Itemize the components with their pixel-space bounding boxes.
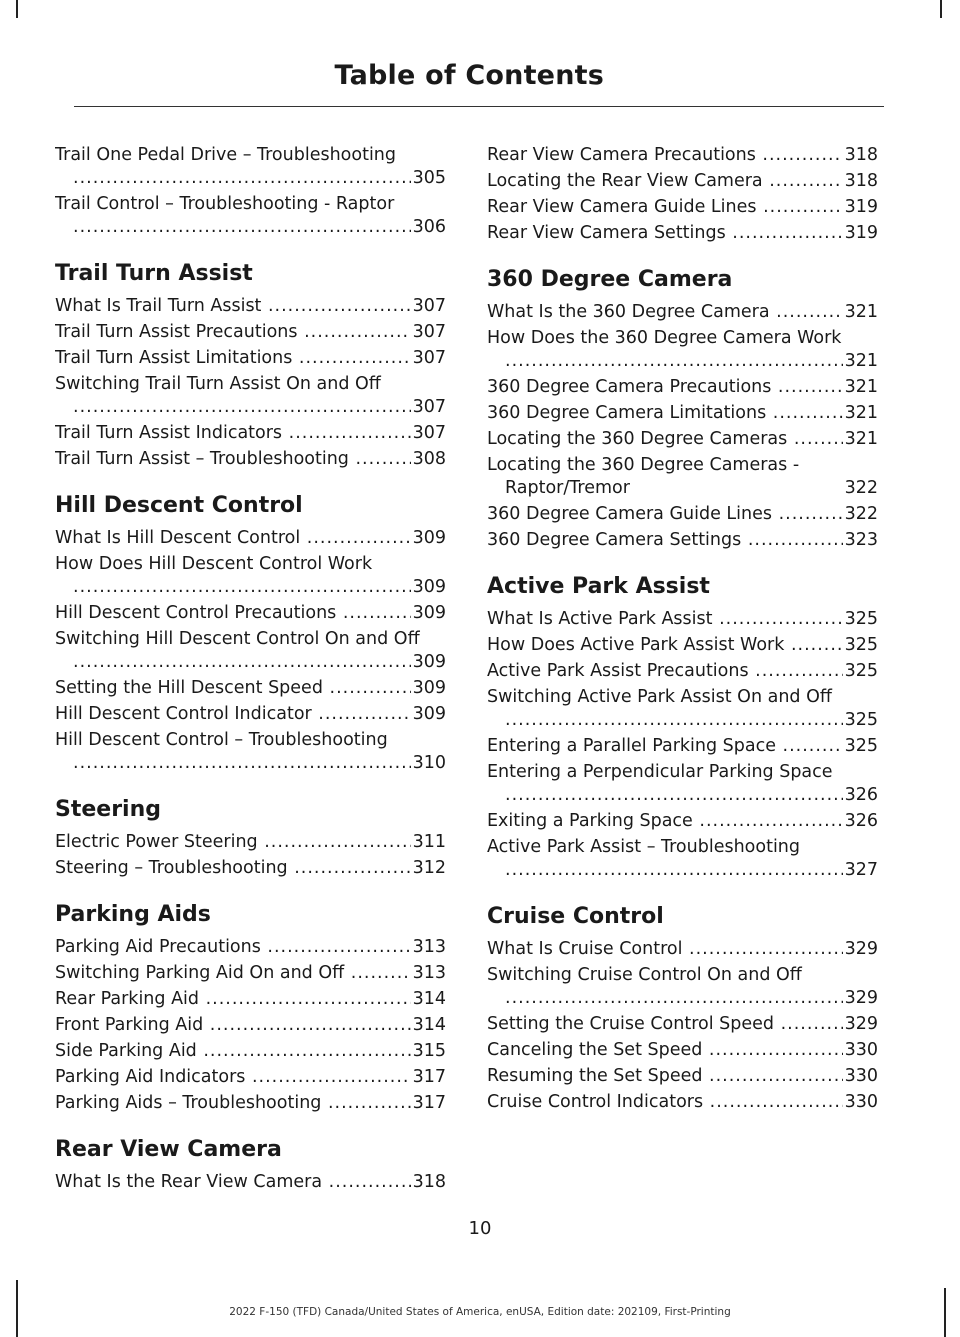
toc-entry-title: Parking Aid Precautions ..... — [55, 937, 446, 957]
toc-entry-title: Rear Parking Aid ..... — [55, 989, 446, 1009]
toc-entry-page: 318 — [844, 171, 878, 191]
toc-entry-page: 321 — [844, 302, 878, 322]
toc-entry[interactable] — [487, 686, 878, 732]
toc-entry[interactable] — [487, 964, 878, 1010]
toc-entry-page: 315 — [412, 1041, 446, 1061]
toc-entry-page: 305 — [412, 168, 446, 188]
toc-entry[interactable] — [487, 660, 878, 683]
toc-entry-title: How Does Active Park Assist Work ..... — [487, 635, 878, 655]
toc-entry-page: 307 — [412, 397, 446, 417]
header-rule — [74, 106, 884, 107]
section-heading: Trail Turn Assist — [55, 261, 253, 286]
toc-entry-title: Locating the 360 Degree Cameras ..... — [487, 429, 878, 449]
toc-entry-title: Switching Trail Turn Assist On and Off ..... — [55, 374, 446, 417]
toc-entry-page: 308 — [412, 449, 446, 469]
toc-entry[interactable] — [55, 831, 446, 854]
toc-entry[interactable] — [55, 1092, 446, 1115]
toc-entry-page: 311 — [412, 832, 446, 852]
toc-entry-page: 322 — [844, 478, 878, 498]
toc-entry[interactable] — [55, 448, 446, 471]
toc-entry-title: What Is the Rear View Camera ..... — [55, 1172, 446, 1192]
toc-entry-title: Entering a Perpendicular Parking Space ..... — [487, 762, 878, 805]
page-number: 10 — [468, 1218, 492, 1239]
toc-entry-page: 325 — [844, 635, 878, 655]
toc-entry[interactable] — [487, 503, 878, 526]
toc-entry-title: What Is Trail Turn Assist ..... — [55, 296, 446, 316]
toc-entry-title: Entering a Parallel Parking Space ..... — [487, 736, 878, 756]
section-heading: Steering — [55, 797, 162, 822]
toc-entry-title: Trail Turn Assist Limitations ..... — [55, 348, 446, 368]
toc-entry-title: Trail Turn Assist Indicators ..... — [55, 423, 446, 443]
toc-entry[interactable] — [55, 321, 446, 344]
toc-entry[interactable] — [487, 170, 878, 193]
toc-entry-title: Rear View Camera Guide Lines ..... — [487, 197, 878, 217]
toc-entry[interactable] — [487, 810, 878, 833]
toc-entry-title: Canceling the Set Speed ..... — [487, 1040, 878, 1060]
page-title: Table of Contents — [334, 60, 604, 91]
toc-entry[interactable] — [487, 402, 878, 425]
toc-entry-title: Switching Parking Aid On and Off ..... — [55, 963, 446, 983]
toc-entry[interactable] — [487, 376, 878, 399]
toc-entry-page: 325 — [844, 736, 878, 756]
toc-entry[interactable] — [487, 301, 878, 324]
toc-entry-title: Locating the 360 Degree Cameras - Raptor/Tremor ..... — [487, 455, 878, 500]
toc-entry[interactable] — [55, 1171, 446, 1194]
toc-entry-title: Locating the Rear View Camera ..... — [487, 171, 878, 191]
toc-entry-page: 326 — [844, 785, 878, 805]
toc-entry-page: 319 — [844, 197, 878, 217]
toc-entry[interactable] — [487, 454, 878, 500]
toc-entry-title: Switching Active Park Assist On and Off ..... — [487, 687, 878, 730]
toc-entry[interactable] — [55, 857, 446, 880]
toc-entry-title: Electric Power Steering ..... — [55, 832, 446, 852]
toc-entry-title: What Is Cruise Control ..... — [487, 939, 878, 959]
toc-entry-title: Hill Descent Control – Troubleshooting ..... — [55, 730, 446, 773]
toc-entry-title: What Is the 360 Degree Camera ..... — [487, 302, 878, 322]
toc-entry[interactable] — [55, 553, 446, 599]
toc-entry-page: 325 — [844, 609, 878, 629]
toc-entry-title: Active Park Assist – Troubleshooting ..... — [487, 837, 878, 880]
toc-entry-page: 317 — [412, 1067, 446, 1087]
toc-entry-title: Steering – Troubleshooting ..... — [55, 858, 446, 878]
toc-entry-page: 307 — [412, 322, 446, 342]
toc-entry-page: 329 — [844, 988, 878, 1008]
edition-footer: 2022 F-150 (TFD) Canada/United States of America, enUSA, Edition date: 202109, First-Printing — [229, 1306, 731, 1318]
toc-entry-page: 307 — [412, 348, 446, 368]
toc-entry[interactable] — [55, 347, 446, 370]
toc-entry[interactable] — [487, 608, 878, 631]
toc-entry-title: Hill Descent Control Precautions ..... — [55, 603, 446, 623]
toc-entry-title: How Does the 360 Degree Camera Work ..... — [487, 328, 878, 371]
toc-entry-title: Cruise Control Indicators ..... — [487, 1092, 878, 1112]
toc-entry-page: 330 — [844, 1066, 878, 1086]
toc-entry-page: 321 — [844, 351, 878, 371]
toc-entry-page: 330 — [844, 1092, 878, 1112]
toc-entry-page: 326 — [844, 811, 878, 831]
toc-entry-page: 309 — [412, 577, 446, 597]
toc-entry-page: 322 — [844, 504, 878, 524]
toc-entry-page: 314 — [412, 989, 446, 1009]
toc-entry[interactable] — [487, 836, 878, 882]
toc-entry[interactable] — [487, 1091, 878, 1114]
toc-entry[interactable] — [55, 703, 446, 726]
toc-entry-page: 321 — [844, 377, 878, 397]
toc-entry[interactable] — [55, 936, 446, 959]
toc-entry-title: Trail Turn Assist Precautions ..... — [55, 322, 446, 342]
section-heading: Parking Aids — [55, 902, 211, 927]
toc-entry-title: 360 Degree Camera Precautions ..... — [487, 377, 878, 397]
crop-mark-top-left — [16, 0, 18, 18]
toc-entry[interactable] — [55, 1066, 446, 1089]
toc-entry-title: 360 Degree Camera Limitations ..... — [487, 403, 878, 423]
toc-entry[interactable] — [55, 628, 446, 674]
toc-entry-page: 318 — [412, 1172, 446, 1192]
toc-entry[interactable] — [487, 735, 878, 758]
toc-entry-title: Parking Aid Indicators ..... — [55, 1067, 446, 1087]
toc-entry-title: Rear View Camera Settings ..... — [487, 223, 878, 243]
toc-entry-page: 327 — [844, 860, 878, 880]
section-heading: Hill Descent Control — [55, 493, 303, 518]
toc-entry-title: Resuming the Set Speed ..... — [487, 1066, 878, 1086]
crop-mark-top-right — [940, 0, 942, 18]
section-heading: Cruise Control — [487, 904, 664, 929]
toc-entry-title: Switching Hill Descent Control On and Off ..... — [55, 629, 446, 672]
toc-column-right — [487, 144, 878, 1117]
toc-entry-page: 329 — [844, 939, 878, 959]
toc-entry[interactable] — [55, 1040, 446, 1063]
toc-entry-title: 360 Degree Camera Settings ..... — [487, 530, 878, 550]
toc-entry-title: Trail One Pedal Drive – Troubleshooting ..... — [55, 145, 446, 188]
toc-entry[interactable] — [487, 222, 878, 245]
toc-entry-page: 317 — [412, 1093, 446, 1113]
toc-entry-page: 309 — [412, 652, 446, 672]
toc-entry[interactable] — [55, 677, 446, 700]
toc-entry[interactable] — [487, 196, 878, 219]
toc-entry-title: Side Parking Aid ..... — [55, 1041, 446, 1061]
toc-entry-page: 318 — [844, 145, 878, 165]
toc-entry[interactable] — [487, 938, 878, 961]
toc-entry-page: 307 — [412, 296, 446, 316]
toc-entry-title: What Is Active Park Assist ..... — [487, 609, 878, 629]
toc-entry-title: Hill Descent Control Indicator ..... — [55, 704, 446, 724]
toc-entry[interactable] — [487, 327, 878, 373]
toc-entry-page: 329 — [844, 1014, 878, 1034]
toc-entry-title: Rear View Camera Precautions ..... — [487, 145, 878, 165]
toc-entry-page: 307 — [412, 423, 446, 443]
toc-entry-title: Active Park Assist Precautions ..... — [487, 661, 878, 681]
toc-entry-title: Setting the Hill Descent Speed ..... — [55, 678, 446, 698]
toc-entry-page: 313 — [412, 963, 446, 983]
toc-entry[interactable] — [55, 1014, 446, 1037]
toc-entry[interactable] — [487, 1065, 878, 1088]
toc-entry-page: 309 — [412, 704, 446, 724]
toc-entry-title: Parking Aids – Troubleshooting ..... — [55, 1093, 446, 1113]
toc-entry[interactable] — [487, 634, 878, 657]
toc-entry[interactable] — [55, 144, 446, 190]
toc-entry[interactable] — [55, 988, 446, 1011]
toc-entry-title: Trail Turn Assist – Troubleshooting ..... — [55, 449, 446, 469]
toc-entry-title: 360 Degree Camera Guide Lines ..... — [487, 504, 878, 524]
toc-entry[interactable] — [487, 1039, 878, 1062]
toc-entry-title: Exiting a Parking Space ..... — [487, 811, 878, 831]
toc-entry-page: 325 — [844, 661, 878, 681]
toc-entry-title: Trail Control – Troubleshooting - Raptor ..... — [55, 194, 446, 237]
toc-entry-page: 309 — [412, 603, 446, 623]
toc-entry-title: Setting the Cruise Control Speed ..... — [487, 1014, 878, 1034]
toc-entry-page: 306 — [412, 217, 446, 237]
toc-entry[interactable] — [487, 144, 878, 167]
toc-entry[interactable] — [55, 602, 446, 625]
toc-entry-page: 330 — [844, 1040, 878, 1060]
toc-entry[interactable] — [55, 373, 446, 419]
toc-entry-title: Switching Cruise Control On and Off ..... — [487, 965, 878, 1008]
section-heading: Active Park Assist — [487, 574, 710, 599]
toc-entry[interactable] — [55, 527, 446, 550]
toc-entry[interactable] — [487, 1013, 878, 1036]
section-heading: Rear View Camera — [55, 1137, 282, 1162]
toc-entry-page: 325 — [844, 710, 878, 730]
toc-entry-title: What Is Hill Descent Control ..... — [55, 528, 446, 548]
toc-entry[interactable] — [55, 422, 446, 445]
toc-entry[interactable] — [55, 729, 446, 775]
toc-entry[interactable] — [55, 295, 446, 318]
toc-entry-title: Front Parking Aid ..... — [55, 1015, 446, 1035]
toc-entry[interactable] — [55, 193, 446, 239]
toc-entry-page: 309 — [412, 678, 446, 698]
toc-entry[interactable] — [487, 529, 878, 552]
toc-entry-page: 323 — [844, 530, 878, 550]
toc-entry-title: How Does Hill Descent Control Work ..... — [55, 554, 446, 597]
toc-column-left — [55, 144, 446, 1197]
toc-entry-page: 319 — [844, 223, 878, 243]
toc-entry-page: 321 — [844, 403, 878, 423]
toc-entry-page: 312 — [412, 858, 446, 878]
toc-entry-page: 314 — [412, 1015, 446, 1035]
toc-entry-page: 321 — [844, 429, 878, 449]
toc-entry[interactable] — [487, 428, 878, 451]
toc-entry-page: 309 — [412, 528, 446, 548]
toc-entry[interactable] — [487, 761, 878, 807]
toc-entry[interactable] — [55, 962, 446, 985]
toc-entry-page: 313 — [412, 937, 446, 957]
section-heading: 360 Degree Camera — [487, 267, 733, 292]
toc-entry-page: 310 — [412, 753, 446, 773]
